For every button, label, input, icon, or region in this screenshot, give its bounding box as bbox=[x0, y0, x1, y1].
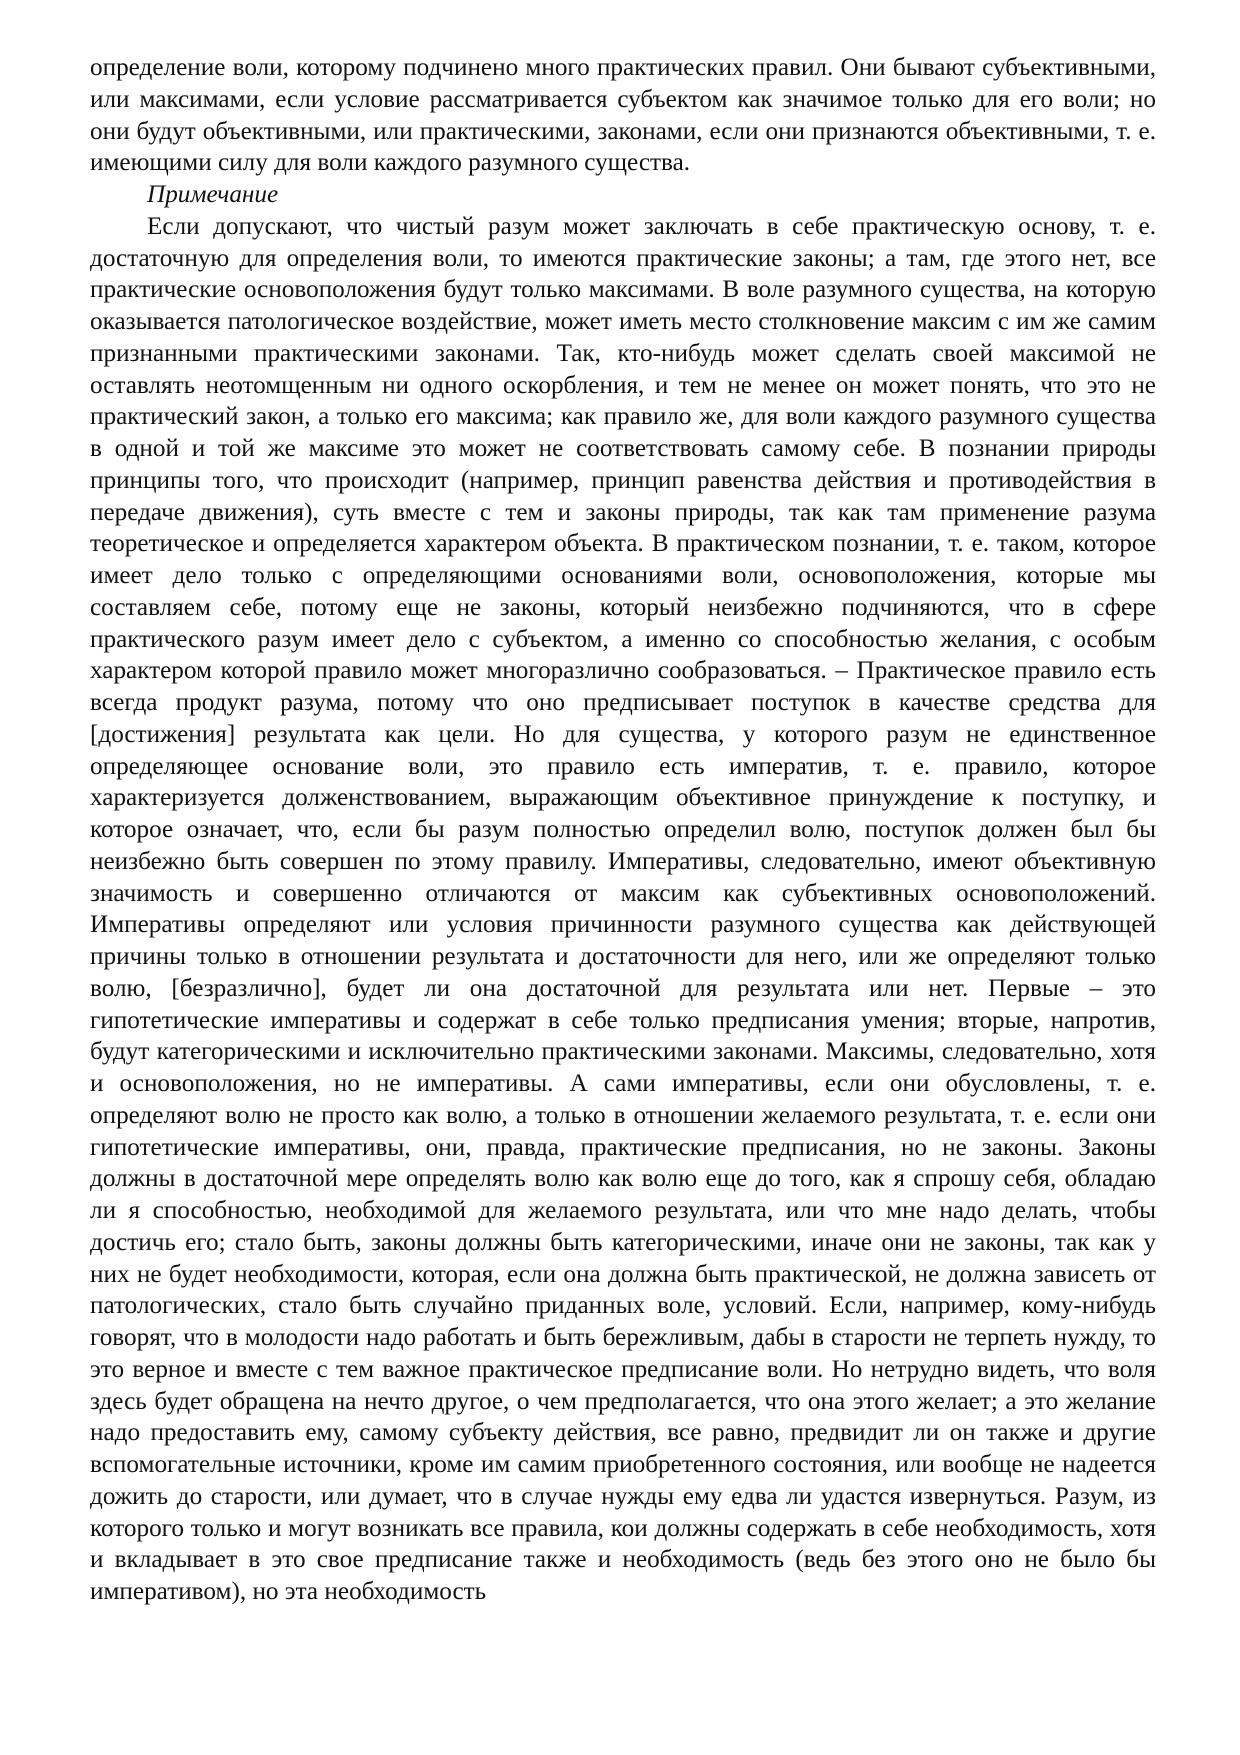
paragraph-continuation: определение воли, которому подчинено много практических правил. Они бывают субъективными, или максимами, если условие рассматривается субъектом как значимое только для его воли; но они будут объективными, или практическими, законами, если они признаются объективными, т. е. имеющими силу для воли каждого разумного существа. bbox=[90, 54, 1156, 177]
note-heading: Примечание bbox=[147, 181, 279, 208]
paragraph-note-body: Если допускают, что чистый разум может заключать в себе практическую основу, т. е. достаточную для определения воли, то имеются практические законы; а там, где этого нет, все практические основоположения будут только максимами. В воле разумного существа, на которую оказывается патологическое воздействие, может иметь место столкновение максим с им же самим признанными практическими законами. Так, кто-нибудь может сделать своей максимой не оставлять неотомщенным ни одного оскорбления, и тем не менее он может понять, что это не практический закон, а только его максима; как правило же, для воли каждого разумного существа в одной и той же максиме это может не соответствовать самому себе. В познании природы принципы того, что происходит (например, принцип равенства действия и противодействия в передаче движения), суть вместе с тем и законы природы, так как там применение разума теоретическое и определяется характером объекта. В практическом познании, т. е. таком, которое имеет дело только с определяющими основаниями воли, основоположения, которые мы составляем себе, потому еще не законы, который неизбежно подчиняются, что в сфере практического разум имеет дело с субъектом, а именно со способностью желания, с особым характером которой правило может многоразлично сообразоваться. – Практическое правило есть всегда продукт разума, потому что оно предписывает поступок в качестве средства для [достижения] результата как цели. Но для существа, у которого разум не единственное определяющее основание воли, это правило есть императив, т. е. правило, которое характеризуется долженствованием, выражающим объективное принуждение к поступку, и которое означает, что, если бы разум полностью определил волю, поступок должен был бы неизбежно быть совершен по этому правилу. Императивы, следовательно, имеют объективную значимость и совершенно отличаются от максим как субъективных основоположений. Императивы определяют или условия причинности разумного существа как действующей причины только в отношении результата и достаточности для него, или же определяют только волю, [безразлично], будет ли она достаточной для результата или нет. Первые – это гипотетические императивы и содержат в себе только предписания умения; вторые, напротив, будут категорическими и исключительно практическими законами. Максимы, следовательно, хотя и основоположения, но не императивы. А сами императивы, если они обусловлены, т. е. определяют волю не просто как волю, а только в отношении желаемого результата, т. е. если они гипотетические императивы, они, правда, практические предписания, но не законы. Законы должны в достаточной мере определять волю как волю еще до того, как я спрошу себя, обладаю ли я способностью, необходимой для желаемого результата, или что мне надо делать, чтобы достичь его; стало быть, законы должны быть категорическими, иначе они не законы, так как у них не будет необходимости, которая, если она должна быть практической, не должна зависеть от патологических, стало быть случайно приданных воле, условий. Если, например, кому-нибудь говорят, что в молодости надо работать и быть бережливым, дабы в старости не терпеть нужду, то это верное и вместе с тем важное практическое предписание воли. Но нетрудно видеть, что воля здесь будет обращена на нечто другое, о чем предполагается, что она этого желает; а это желание надо предоставить ему, самому субъекту действия, все равно, предвидит ли он также и другие вспомогательные источники, кроме им самим приобретенного состояния, или вообще не надеется дожить до старости, или думает, что в случае нужды ему едва ли удастся извернуться. Разум, из которого только и могут возникать все правила, кои должны содержать в себе необходимость, хотя и вкладывает в это свое предписание также и необходимость (ведь без этого оно не было бы императивом), но эта необходимость bbox=[90, 212, 1156, 1605]
document-page bbox=[90, 52, 1156, 1608]
